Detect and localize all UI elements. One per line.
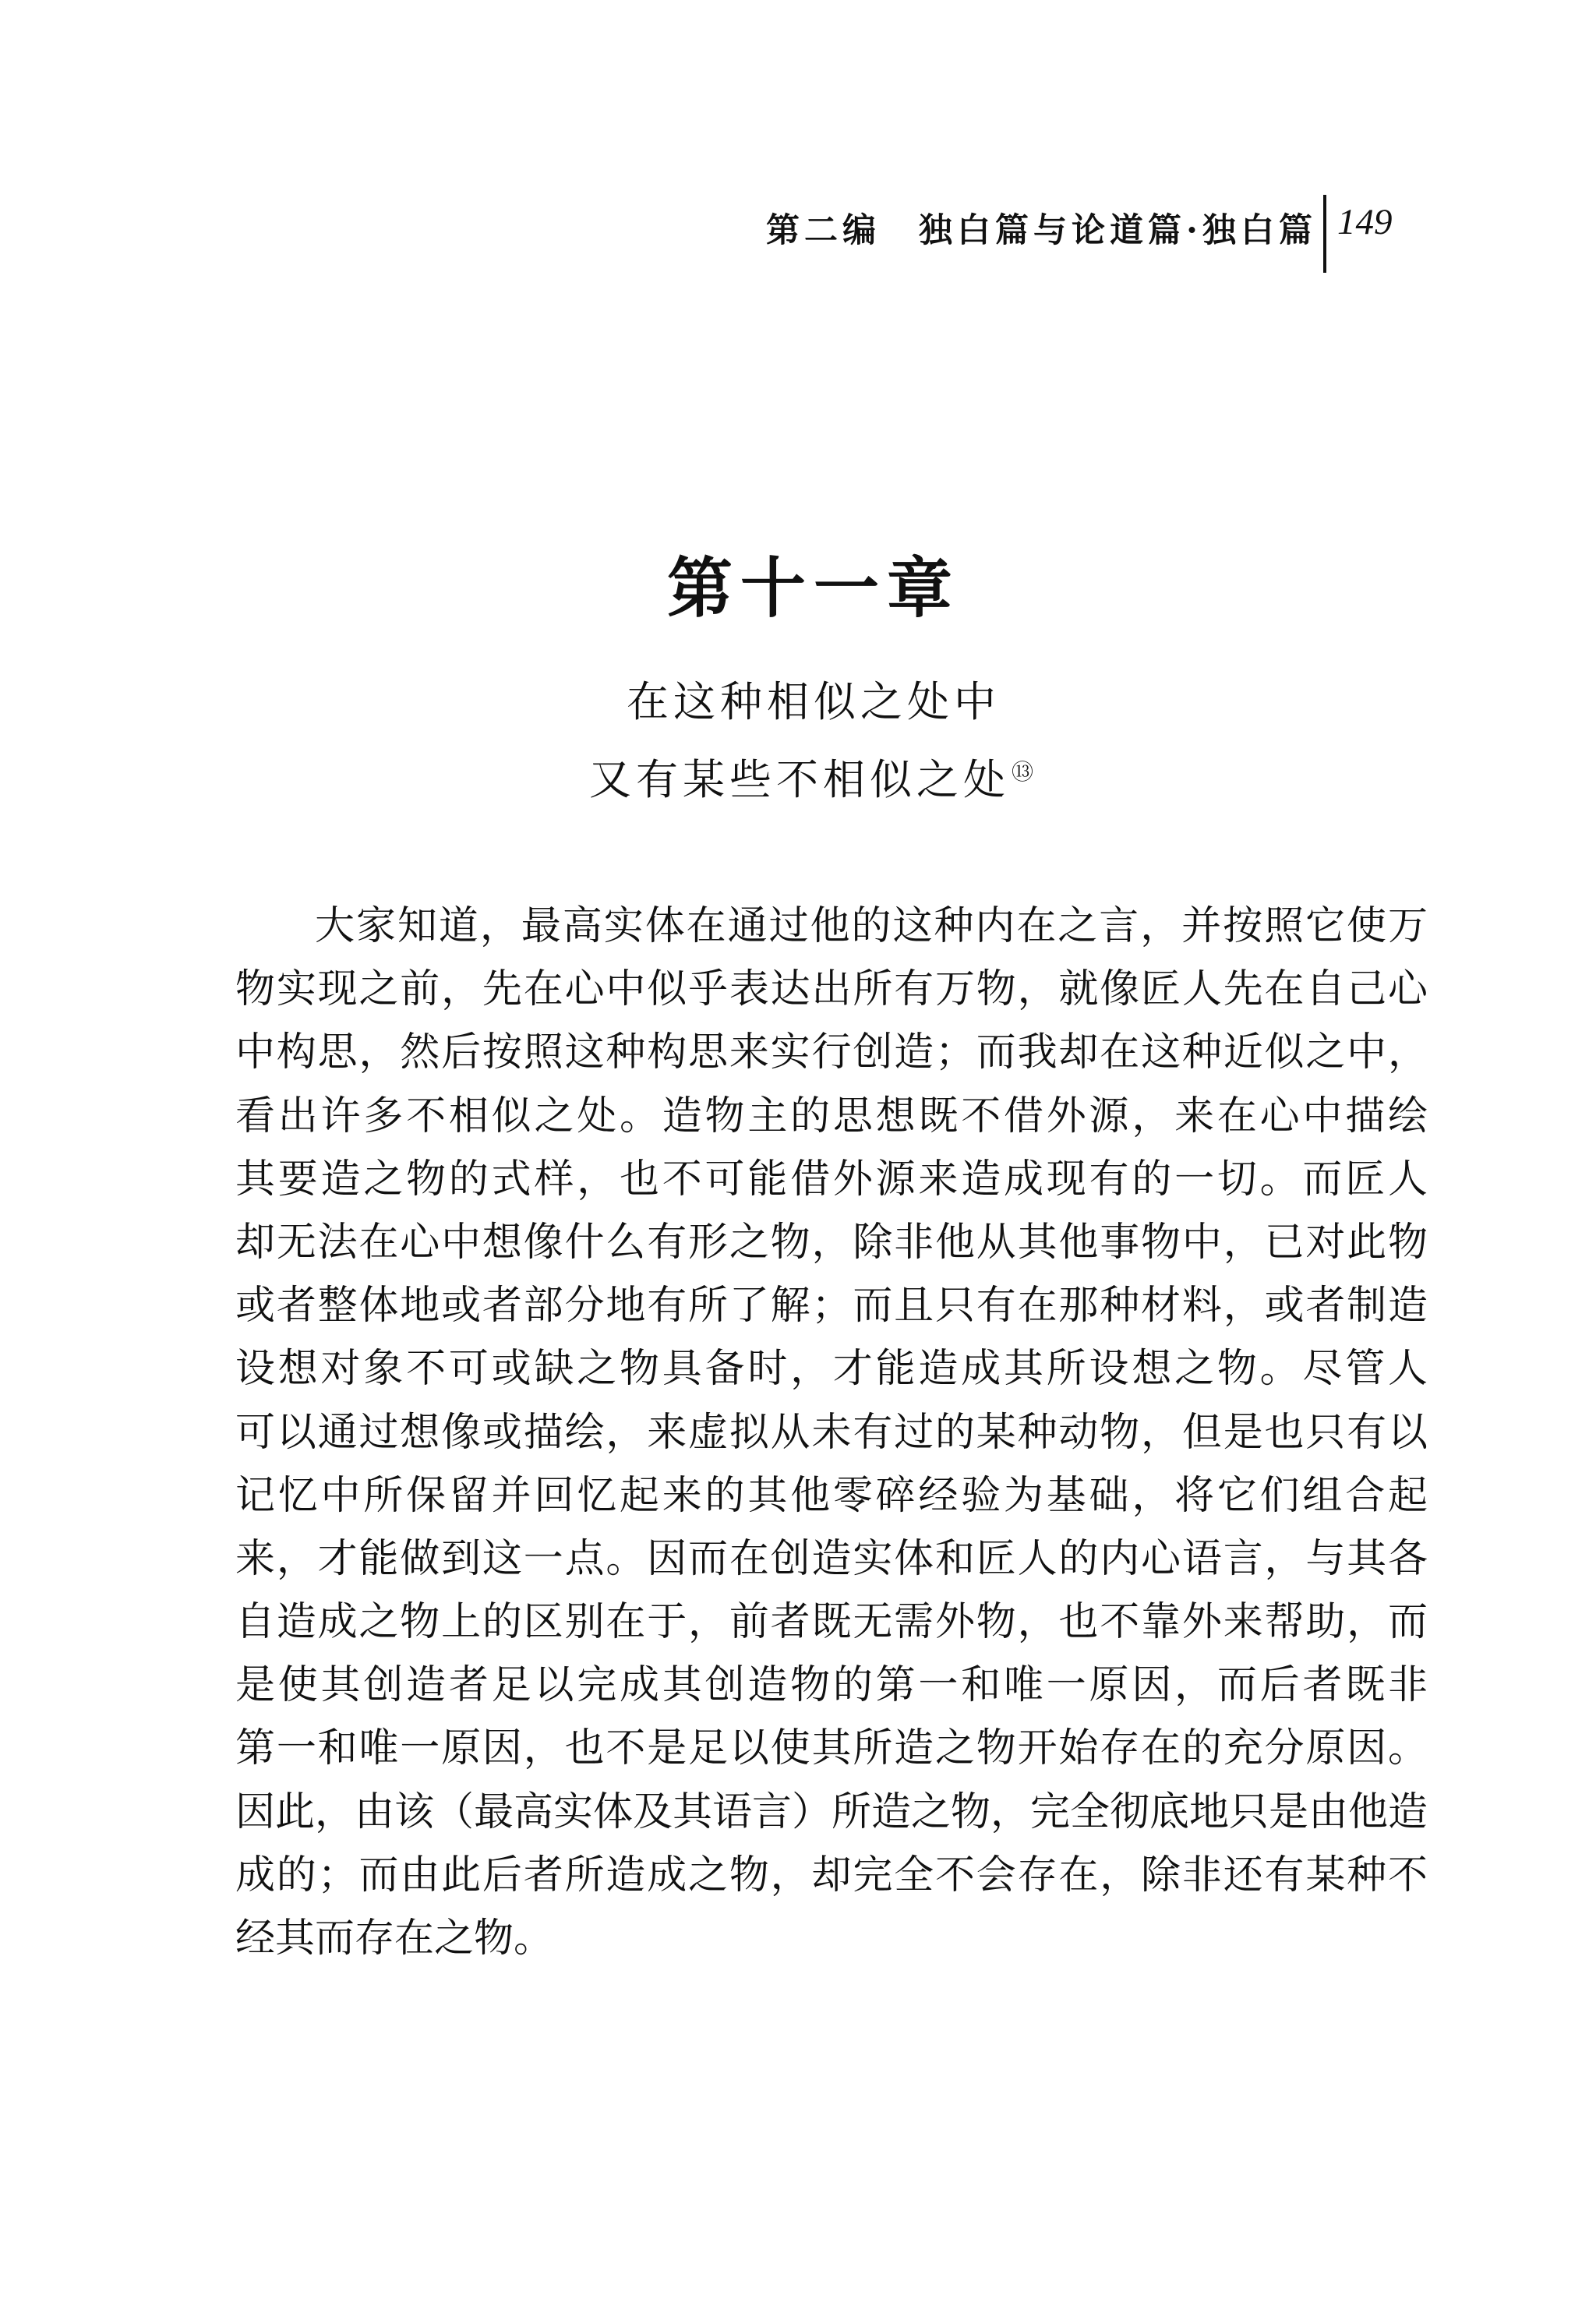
- chapter-title: 第十一章: [666, 549, 960, 627]
- body-line: 看出许多不相似之处。造物主的思想既不借外源，来在心中描绘: [235, 1093, 1428, 1139]
- running-header-title: 第二编 独白篇与论道篇·独白篇: [766, 211, 1317, 250]
- header-divider: [1323, 195, 1326, 273]
- footnote-marker[interactable]: ⑬: [1011, 759, 1038, 785]
- body-line: 或者整体地或者部分地有所了解；而且只有在那种材料，或者制造: [235, 1283, 1428, 1329]
- body-line: 却无法在心中想像什么有形之物，除非他从其他事物中，已对此物: [235, 1219, 1428, 1266]
- running-header: [766, 195, 1418, 273]
- body-line: 来，才能做到这一点。因而在创造实体和匠人的内心语言，与其各: [235, 1535, 1428, 1582]
- page-number: 149: [1337, 202, 1393, 242]
- body-line: 是使其创造者足以完成其创造物的第一和唯一原因，而后者既非: [235, 1662, 1428, 1709]
- chapter-subtitle-line-1: 在这种相似之处中: [627, 677, 1001, 726]
- body-line: 可以通过想像或描绘，来虚拟从未有过的某种动物，但是也只有以: [235, 1409, 1428, 1456]
- body-line: 第一和唯一原因，也不是足以使其所造之物开始存在的充分原因。: [235, 1725, 1428, 1772]
- body-paragraph: [235, 895, 1428, 1970]
- body-line: 经其而存在之物。: [235, 1916, 554, 1962]
- chapter-subtitle-line-2-text: 又有某些不相似之处: [588, 755, 1010, 804]
- body-line: 记忆中所保留并回忆起来的其他零碎经验为基础，将它们组合起: [235, 1472, 1428, 1519]
- body-line: 成的；而由此后者所造成之物，却完全不会存在，除非还有某种不: [235, 1852, 1428, 1898]
- body-line: 其要造之物的式样，也不可能借外源来造成现有的一切。而匠人: [235, 1156, 1428, 1202]
- body-line: 因此，由该（最高实体及其语言）所造之物，完全彻底地只是由他造: [235, 1789, 1428, 1835]
- body-line: 自造成之物上的区别在于，前者既无需外物，也不靠外来帮助，而: [235, 1599, 1428, 1646]
- body-line: 中构思，然后按照这种构思来实行创造；而我却在这种近似之中，: [235, 1029, 1428, 1076]
- body-line: 设想对象不可或缺之物具备时，才能造成其所设想之物。尽管人: [235, 1346, 1428, 1393]
- chapter-subtitle-line-2: [0, 747, 1596, 807]
- body-line: 大家知道，最高实体在通过他的这种内在之言，并按照它使万: [315, 903, 1428, 949]
- body-line: 物实现之前，先在心中似乎表达出所有万物，就像匠人先在自己心: [235, 966, 1428, 1013]
